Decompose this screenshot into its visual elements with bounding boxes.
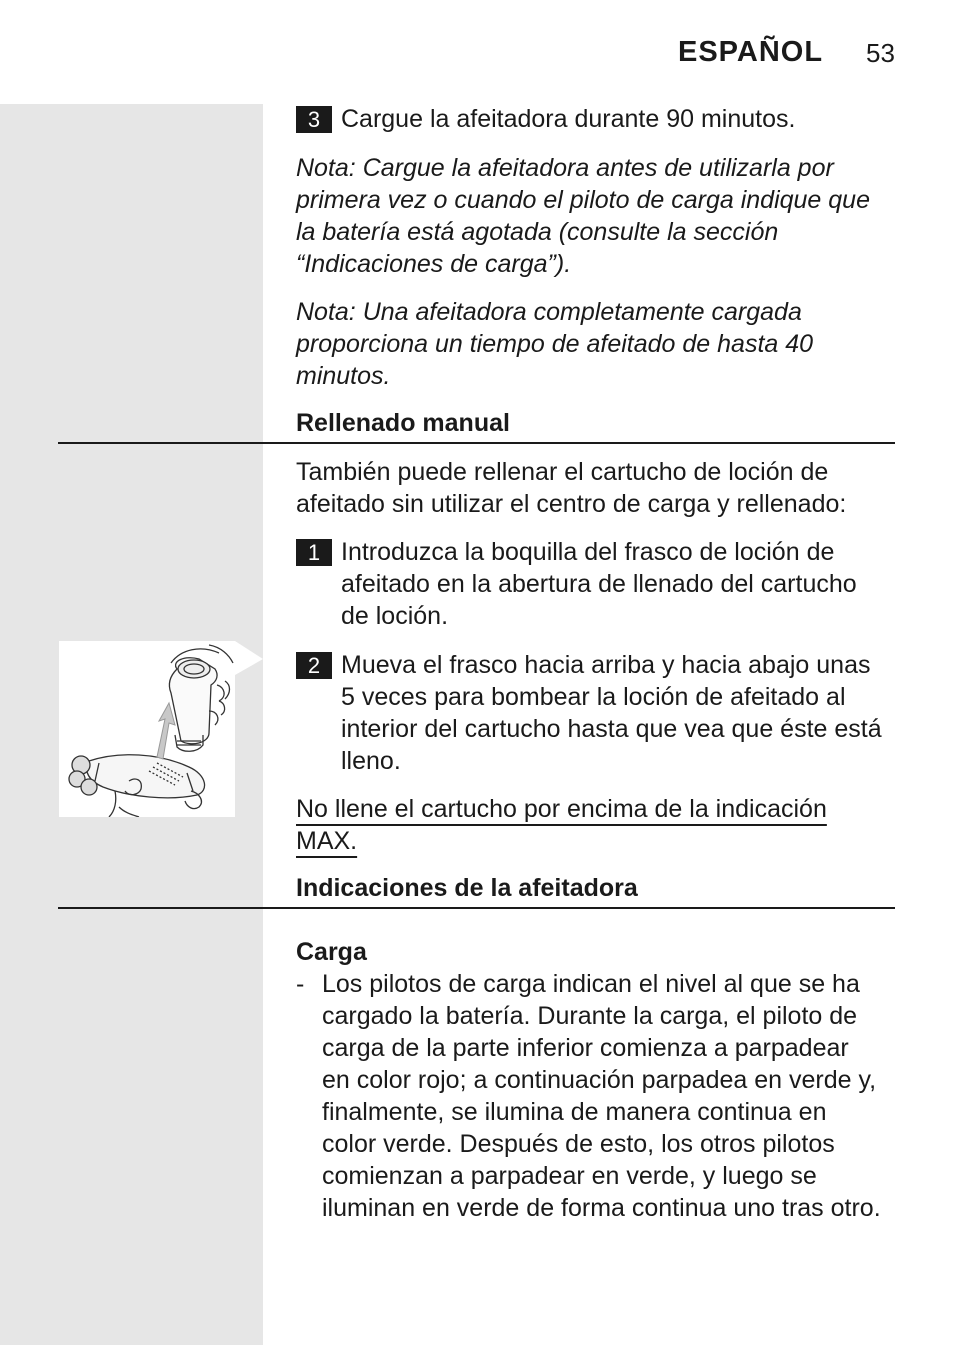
step-text: Introduzca la boquilla del frasco de loción de afeitado en la abertura de llenado del cartucho de loción. [341, 538, 857, 630]
page-language: ESPAÑOL [678, 36, 824, 68]
step-number: 2 [296, 652, 332, 679]
step-3 [296, 103, 891, 135]
step-text: Cargue la afeitadora durante 90 minutos. [341, 105, 796, 133]
illustration-pointer [235, 641, 265, 677]
note-charge-first: Nota: Cargue la afeitadora antes de utilizarla por primera vez o cuando el piloto de carga indique que la batería está agotada (consulte la sección “Indicaciones de carga”). [296, 154, 870, 278]
refill-illustration [59, 641, 235, 817]
step-text: Mueva el frasco hacia arriba y hacia abajo unas 5 veces para bombear la loción de afeitado al interior del cartucho hasta que vea que éste está lleno. [341, 651, 882, 775]
overfill-warning [296, 793, 871, 857]
step-1 [296, 536, 891, 632]
charging-lights-description: Los pilotos de carga indican el nivel al que se ha cargado la batería. Durante la carga, el piloto de carga de la parte inferior comienza a parpadear en color rojo; a continuación parpadea en verde y, finalmente, se ilumina de manera continua en color verde. Después de esto, los otros pilotos comienzan a parpadear en verde, y luego se iluminan en verde de forma continua uno tras otro. [322, 970, 881, 1222]
section-title-shaver-indications: Indicaciones de la afeitadora [296, 874, 638, 902]
refill-drawing-icon [59, 641, 235, 817]
subsection-title-charging: Carga [296, 938, 367, 966]
section-divider [58, 442, 895, 444]
step-2 [296, 649, 891, 777]
bullet-marker: - [296, 970, 305, 998]
manual-fill-intro: También puede rellenar el cartucho de loción de afeitado sin utilizar el centro de carga y rellenado: [296, 458, 847, 518]
section-divider [58, 907, 895, 909]
section-title-manual-fill: Rellenado manual [296, 409, 510, 437]
overfill-warning-text: No llene el cartucho por encima de la indicación MAX. [296, 795, 827, 855]
step-number: 1 [296, 539, 332, 566]
step-number: 3 [296, 106, 332, 133]
note-full-charge: Nota: Una afeitadora completamente cargada proporciona un tiempo de afeitado de hasta 40 minutos. [296, 298, 814, 390]
page-number: 53 [866, 38, 895, 68]
